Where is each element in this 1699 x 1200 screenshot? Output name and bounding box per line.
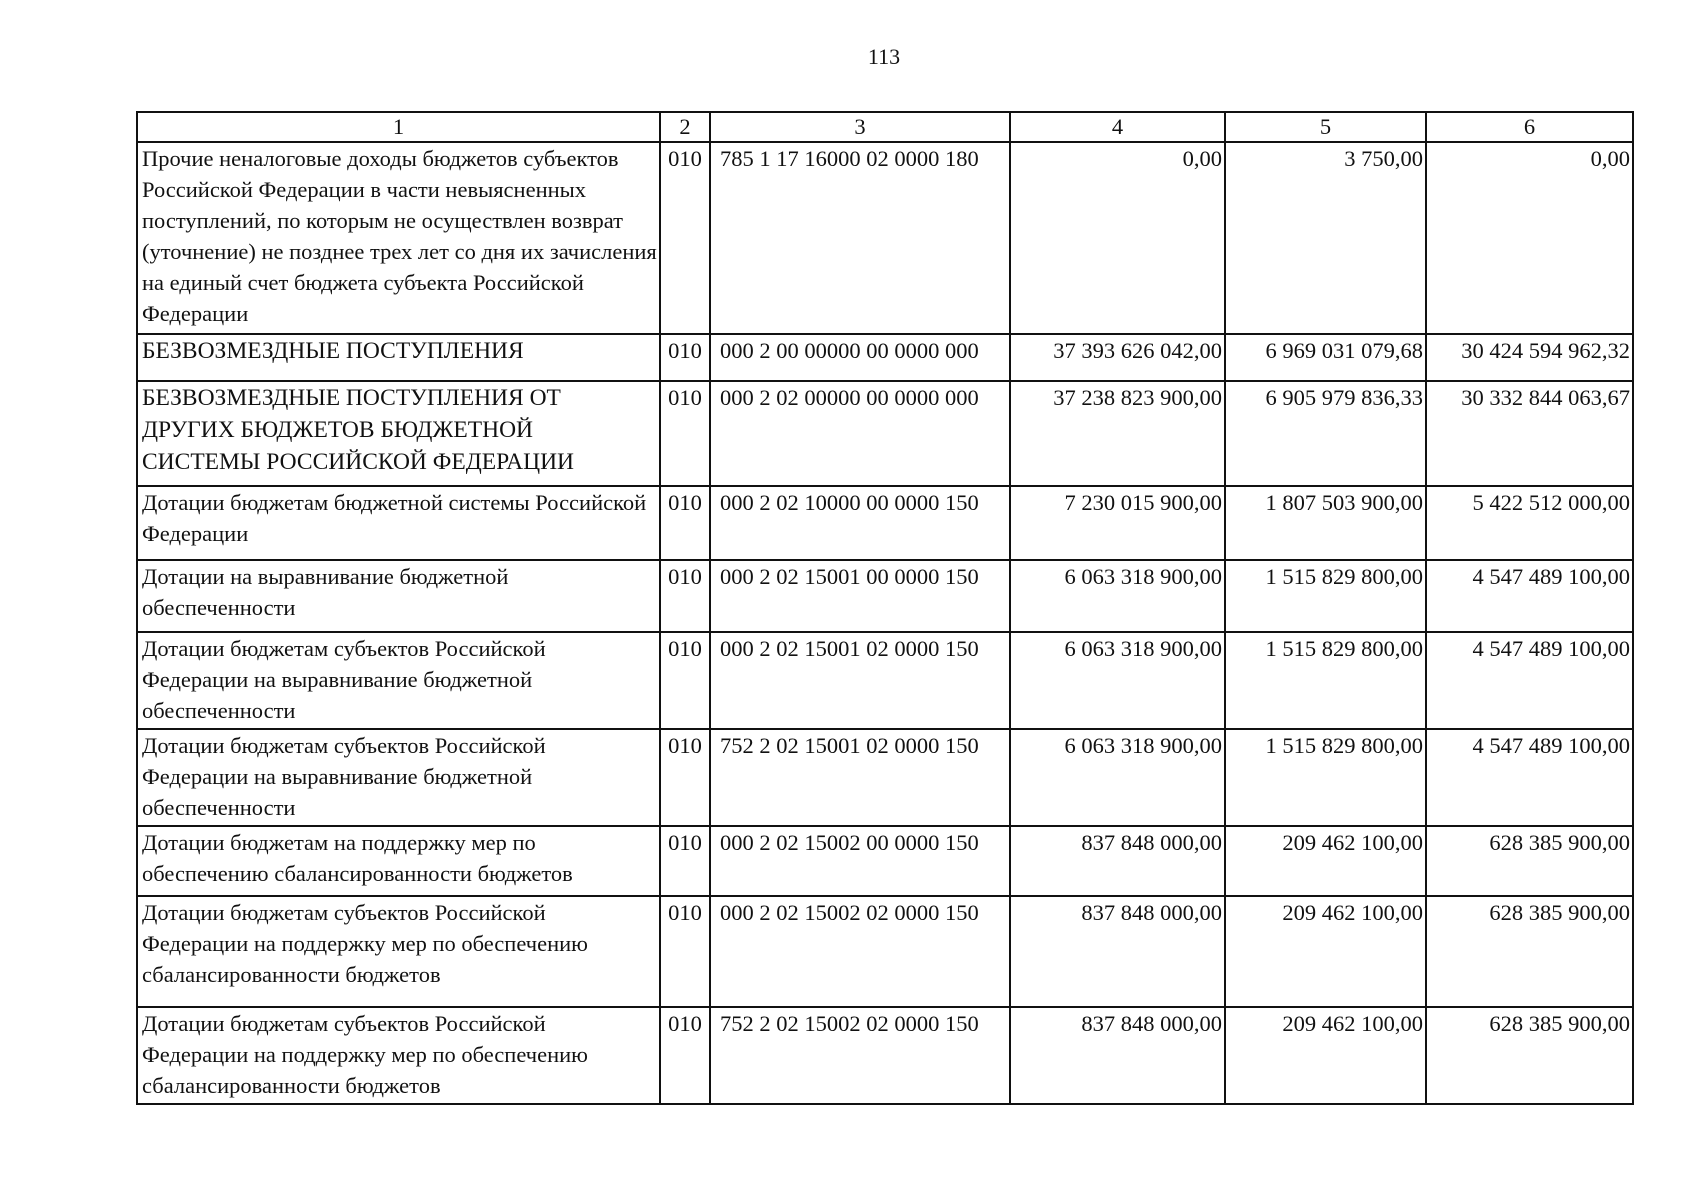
revenue-name-cell: Дотации бюджетам субъектов Российской Федерации на поддержку мер по обеспечению сбалансированности бюджетов (137, 896, 660, 1007)
line-code-cell: 010 (660, 486, 710, 560)
page-number: 113 (867, 44, 901, 69)
executed-amount-cell: 209 462 100,00 (1225, 896, 1426, 1007)
approved-amount-cell: 37 238 823 900,00 (1010, 381, 1225, 486)
budget-classification-code-cell: 752 2 02 15002 02 0000 150 (710, 1007, 1010, 1104)
budget-revenue-table (136, 111, 1634, 1105)
unexecuted-amount-cell: 30 332 844 063,67 (1426, 381, 1633, 486)
approved-amount-cell: 37 393 626 042,00 (1010, 334, 1225, 381)
budget-classification-code-cell: 000 2 02 15001 00 0000 150 (710, 560, 1010, 632)
revenue-name-cell: Дотации бюджетам субъектов Российской Федерации на выравнивание бюджетной обеспеченности (137, 632, 660, 729)
unexecuted-amount-cell: 30 424 594 962,32 (1426, 334, 1633, 381)
table-row (137, 381, 1633, 486)
line-code-cell: 010 (660, 560, 710, 632)
budget-classification-code-cell: 785 1 17 16000 02 0000 180 (710, 142, 1010, 334)
table-row (137, 896, 1633, 1007)
revenue-name-cell: БЕЗВОЗМЕЗДНЫЕ ПОСТУПЛЕНИЯ ОТ ДРУГИХ БЮДЖЕТОВ БЮДЖЕТНОЙ СИСТЕМЫ РОССИЙСКОЙ ФЕДЕРАЦИИ (137, 381, 660, 486)
table-row (137, 486, 1633, 560)
budget-classification-code-cell: 000 2 02 15001 02 0000 150 (710, 632, 1010, 729)
executed-amount-cell: 6 905 979 836,33 (1225, 381, 1426, 486)
column-header-6: 6 (1426, 112, 1633, 142)
executed-amount-cell: 1 515 829 800,00 (1225, 632, 1426, 729)
revenue-name-cell: БЕЗВОЗМЕЗДНЫЕ ПОСТУПЛЕНИЯ (137, 334, 660, 381)
revenue-name-cell: Дотации бюджетам на поддержку мер по обеспечению сбалансированности бюджетов (137, 826, 660, 896)
line-code-cell: 010 (660, 896, 710, 1007)
executed-amount-cell: 1 807 503 900,00 (1225, 486, 1426, 560)
unexecuted-amount-cell: 628 385 900,00 (1426, 826, 1633, 896)
unexecuted-amount-cell: 5 422 512 000,00 (1426, 486, 1633, 560)
line-code-cell: 010 (660, 826, 710, 896)
executed-amount-cell: 209 462 100,00 (1225, 826, 1426, 896)
approved-amount-cell: 837 848 000,00 (1010, 826, 1225, 896)
table-row (137, 729, 1633, 826)
table-row (137, 334, 1633, 381)
line-code-cell: 010 (660, 729, 710, 826)
revenue-name-cell: Дотации бюджетам бюджетной системы Российской Федерации (137, 486, 660, 560)
unexecuted-amount-cell: 628 385 900,00 (1426, 896, 1633, 1007)
column-header-2: 2 (660, 112, 710, 142)
table-row (137, 560, 1633, 632)
table-header-row (137, 112, 1633, 142)
line-code-cell: 010 (660, 334, 710, 381)
line-code-cell: 010 (660, 381, 710, 486)
column-header-4: 4 (1010, 112, 1225, 142)
unexecuted-amount-cell: 628 385 900,00 (1426, 1007, 1633, 1104)
budget-classification-code-cell: 000 2 02 15002 00 0000 150 (710, 826, 1010, 896)
budget-classification-code-cell: 752 2 02 15001 02 0000 150 (710, 729, 1010, 826)
approved-amount-cell: 6 063 318 900,00 (1010, 632, 1225, 729)
unexecuted-amount-cell: 4 547 489 100,00 (1426, 632, 1633, 729)
column-header-1: 1 (137, 112, 660, 142)
table-row (137, 1007, 1633, 1104)
line-code-cell: 010 (660, 1007, 710, 1104)
line-code-cell: 010 (660, 632, 710, 729)
revenue-name-cell: Дотации бюджетам субъектов Российской Федерации на поддержку мер по обеспечению сбалансированности бюджетов (137, 1007, 660, 1104)
budget-classification-code-cell: 000 2 02 15002 02 0000 150 (710, 896, 1010, 1007)
column-header-5: 5 (1225, 112, 1426, 142)
approved-amount-cell: 837 848 000,00 (1010, 896, 1225, 1007)
line-code-cell: 010 (660, 142, 710, 334)
approved-amount-cell: 6 063 318 900,00 (1010, 729, 1225, 826)
budget-classification-code-cell: 000 2 00 00000 00 0000 000 (710, 334, 1010, 381)
approved-amount-cell: 837 848 000,00 (1010, 1007, 1225, 1104)
approved-amount-cell: 0,00 (1010, 142, 1225, 334)
revenue-name-cell: Дотации на выравнивание бюджетной обеспеченности (137, 560, 660, 632)
unexecuted-amount-cell: 4 547 489 100,00 (1426, 729, 1633, 826)
budget-classification-code-cell: 000 2 02 00000 00 0000 000 (710, 381, 1010, 486)
table-row (137, 632, 1633, 729)
revenue-name-cell: Дотации бюджетам субъектов Российской Федерации на выравнивание бюджетной обеспеченности (137, 729, 660, 826)
executed-amount-cell: 1 515 829 800,00 (1225, 560, 1426, 632)
approved-amount-cell: 7 230 015 900,00 (1010, 486, 1225, 560)
approved-amount-cell: 6 063 318 900,00 (1010, 560, 1225, 632)
executed-amount-cell: 3 750,00 (1225, 142, 1426, 334)
executed-amount-cell: 209 462 100,00 (1225, 1007, 1426, 1104)
unexecuted-amount-cell: 0,00 (1426, 142, 1633, 334)
executed-amount-cell: 1 515 829 800,00 (1225, 729, 1426, 826)
budget-classification-code-cell: 000 2 02 10000 00 0000 150 (710, 486, 1010, 560)
table-row (137, 142, 1633, 334)
table-row (137, 826, 1633, 896)
executed-amount-cell: 6 969 031 079,68 (1225, 334, 1426, 381)
column-header-3: 3 (710, 112, 1010, 142)
unexecuted-amount-cell: 4 547 489 100,00 (1426, 560, 1633, 632)
revenue-name-cell: Прочие неналоговые доходы бюджетов субъектов Российской Федерации в части невыясненных поступлений, по которым не осуществлен возврат (уточнение) не позднее трех лет со дня их зачисления на единый счет бюджета субъекта Российской Федерации (137, 142, 660, 334)
